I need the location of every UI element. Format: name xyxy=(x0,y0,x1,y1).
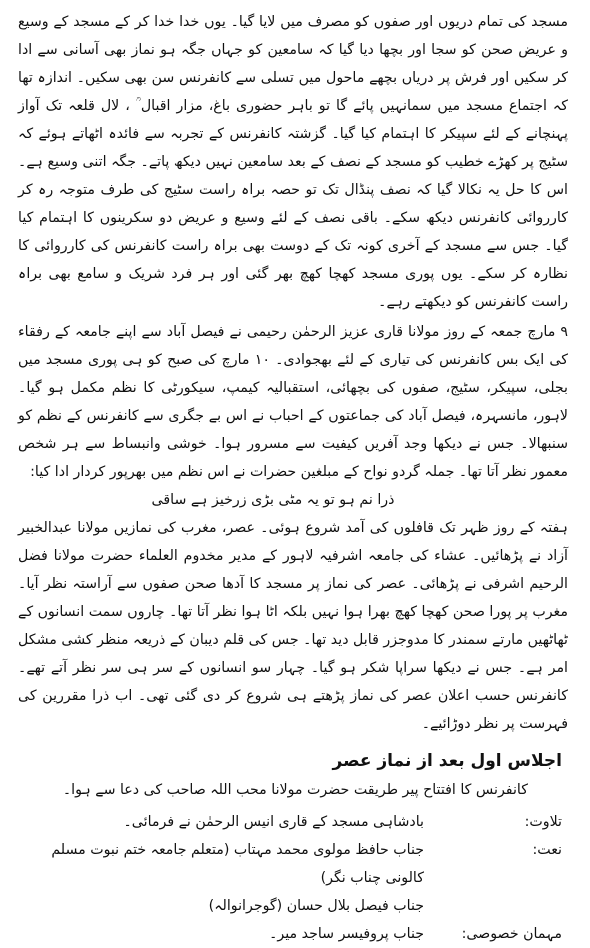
paragraph-saturday-gathering: ہفتہ کے روز ظہر تک قافلوں کی آمد شروع ہوئی۔ عصر، مغرب کی نمازیں مولانا عبدالخبیر آزاد نے پڑھائیں۔ عشاء کی جامعہ اشرفیہ لاہور کے مدیر مخدوم العلماء حضرت مولانا فضل الرحیم اشرفی نے پڑھائی۔ عصر کی نماز پر مسجد کا آدھا صحن صفوں سے آراستہ نظر آیا۔ مغرب پر پورا صحن کھچا کھچ بھرا ہوا نہیں بلکہ اٹا ہوا نظر آتا تھا۔ چاروں سمت انسانوں کے ٹھاٹھیں مارتے سمندر کا مدوجزر قابل دید تھا۔ جس کی قلم دیبان کے ذریعہ منظر کشی مشکل امر ہے۔ جس نے دیکھا سراپا شکر ہو گیا۔ چہار سو انسانوں کے سر ہی سر نظر آتے تھے۔ کانفرنس حسب اعلان عصر کی نماز پڑھتے ہی شروع کر دی گئی تھی۔ اب ذرا مقررین کی فہرست پر نظر دوڑائیے۔ xyxy=(18,520,568,732)
program-value: جناب پروفیسر ساجد میر۔ xyxy=(269,926,424,942)
program-row-naat xyxy=(18,836,568,920)
session-heading: اجلاس اول بعد از نماز عصر xyxy=(332,751,562,771)
program-value: بادشاہی مسجد کے قاری انیس الرحمٰن نے فرمائی۔ xyxy=(123,814,424,830)
paragraph-mosque-arrangements: مسجد کی تمام دریوں اور صفوں کو مصرف میں لایا گیا۔ یوں خدا خدا کر کے مسجد کے وسیع و عریض صحن کو سجا اور بچھا دیا گیا کہ سامعین کو جہاں جگہ ہو نماز بھی آسانی سے ادا کر سکیں اور فرش پر دریاں بچھے ماحول میں تسلی سے کانفرنس سن بھی سکیں۔ اندازہ تھا کہ اجتماع مسجد میں سمانہیں پائے گا تو باہر حضوری باغ، مزار اقبال ؒ ، لال قلعہ تک آواز پہنچانے کے لئے سپیکر کا اہتمام کیا گیا۔ گزشتہ کانفرنس کے تجربہ سے فائدہ اٹھاتے ہوئے کہ سٹیج پر کھڑے خطیب کو مسجد کے نصف کے بعد سامعین نہیں دیکھ پاتے۔ جگہ اتنی وسیع ہے۔ اس کا حل یہ نکالا گیا کہ نصف پنڈال تک تو حصہ براہ راست سٹیج کی طرف متوجہ رہ کر کارروائی کانفرنس دیکھ سکے۔ باقی نصف کے لئے وسیع و عریض دو سکرینوں کا اہتمام کیا گیا۔ جس سے مسجد کے آخری کونہ تک کے دوست بھی براہ راست کانفرنس کی کارروائی کا نظارہ کر سکے۔ یوں پوری مسجد کھچا کھچ بھر گئی اور ہر فرد شریک و سامع بھی براہ راست کانفرنس کو دیکھتے رہے۔ xyxy=(18,14,568,310)
program-row-tilawat xyxy=(18,808,568,836)
session-opening-line: کانفرنس کا افتتاح پیر طریقت حضرت مولانا محب اللہ صاحب کی دعا سے ہوا۔ xyxy=(62,782,528,798)
program-label: تلاوت: xyxy=(524,814,562,830)
program-values xyxy=(18,920,484,948)
program-values xyxy=(18,808,484,836)
program-value: جناب حافظ مولوی محمد مہتاب (متعلم جامعہ ختم نبوت مسلم کالونی چناب نگر) xyxy=(51,842,424,886)
paragraph-march-preparations: ۹ مارچ جمعہ کے روز مولانا قاری عزیز الرحمٰن رحیمی نے فیصل آباد سے اپنے جامعہ کے رفقاء کی ایک بس کانفرنس کی تیاری کے لئے بھجوادی۔ ۱۰ مارچ کی صبح کو ہی پوری مسجد میں بجلی، سپیکر، سٹیج، صفوں کی بچھائی، استقبالیہ کیمپ، سیکورٹی کا نظم مکمل ہو گیا۔ لاہور، مانسہرہ، فیصل آباد کی جماعتوں کے احباب نے اس بے جگری سے کانفرنس کے نظم کو سنبھالا۔ جس نے دیکھا وجد آفریں کیفیت سے مسرور ہوا۔ خوشی وانبساط سے ہر شخص معمور نظر آتا تھا۔ جملہ گردو نواح کے مبلغین حضرات نے اس نظم میں بھرپور کردار ادا کیا: xyxy=(18,324,568,480)
program-label: مہمان خصوصی: xyxy=(461,926,562,942)
program-row-chief-guest xyxy=(18,920,568,948)
program-label: نعت: xyxy=(532,842,562,858)
program-values xyxy=(18,836,484,920)
poem-verse: ذرا نم ہو تو یہ مٹی بڑی زرخیز ہے ساقی xyxy=(151,492,395,508)
program-value: جناب فیصل بلال حسان (گوجرانوالہ) xyxy=(208,898,424,914)
